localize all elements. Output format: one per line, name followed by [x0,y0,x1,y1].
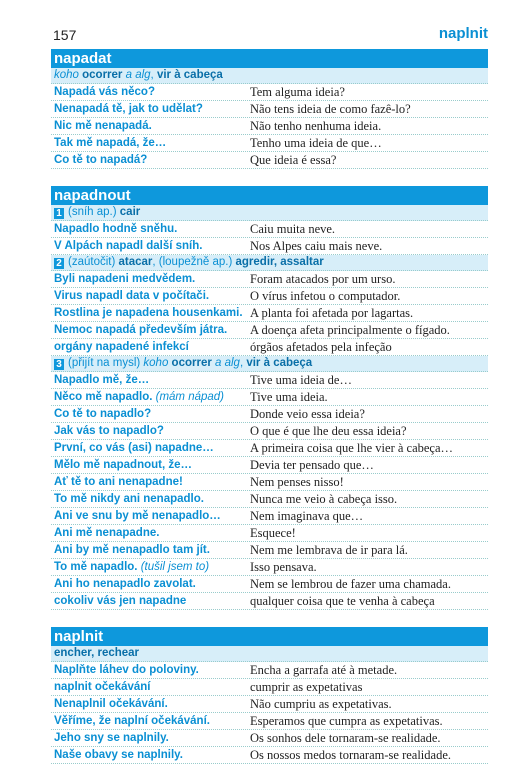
example-czech-text: Byli napadeni medvědem. [54,273,196,285]
example-czech [51,135,250,151]
example-row [51,508,488,525]
sense-text: atacar [118,256,153,268]
example-czech [51,679,250,695]
example-czech [51,322,250,338]
example-row [51,593,488,610]
example-portuguese: A doença afeta principalmente o fígado. [250,323,450,337]
example-portuguese: Nem imaginava que… [250,509,364,523]
sense-text: (přijít na mysl) [68,357,144,369]
sense-line [51,205,488,221]
example-row [51,559,488,576]
example-portuguese: Tive uma ideia de… [250,373,352,387]
example-czech [51,491,250,507]
example-row [51,730,488,747]
sense-line [51,255,488,271]
example-portuguese: Não cumpriu as expetativas. [250,697,392,711]
dictionary-page [51,24,488,764]
example-portuguese: Tem alguma ideia? [250,85,345,99]
example-czech-text: Napadá vás něco? [54,86,155,98]
example-note: (mám nápad) [152,391,225,403]
entry-headword: naplnit [51,627,488,646]
example-czech [51,457,250,473]
example-row [51,238,488,255]
example-czech [51,389,250,405]
example-row [51,491,488,508]
example-row [51,135,488,152]
example-czech-text: Naplňte láhev do poloviny. [54,664,199,676]
example-row [51,152,488,169]
sense-text: vir à cabeça [156,69,223,81]
example-row [51,406,488,423]
example-czech-text: Ani ve snu by mě nenapadlo… [54,510,221,522]
example-czech [51,406,250,422]
example-portuguese: Encha a garrafa até à metade. [250,663,398,677]
entry-spacer [51,610,488,627]
sense-line [51,68,488,84]
example-row [51,339,488,356]
example-czech-text: To mě napadlo. [54,561,138,573]
example-row [51,372,488,389]
example-czech-text: naplnit očekávání [54,681,151,693]
example-czech-text: Ani mě nenapadne. [54,527,160,539]
example-row [51,713,488,730]
example-row [51,84,488,101]
example-row [51,101,488,118]
sense-text: ocorrer [171,357,216,369]
sense-line [51,646,488,662]
example-row [51,440,488,457]
example-portuguese: Esperamos que cumpra as expetativas. [250,714,443,728]
example-portuguese: Os sonhos dele tornaram-se realidade. [250,731,441,745]
example-row [51,305,488,322]
sense-text: cair [119,206,141,218]
example-portuguese: Donde veio essa ideia? [250,407,365,421]
example-portuguese: Os nossos medos tornaram-se realidade. [250,748,451,762]
example-czech-text: Ať tě to ani nenapadne! [54,476,183,488]
sense-text: vir à cabeça [246,357,313,369]
example-czech [51,508,250,524]
example-czech [51,525,250,541]
example-czech [51,542,250,558]
example-portuguese: O que é que lhe deu essa ideia? [250,424,407,438]
example-czech [51,101,250,117]
example-row [51,662,488,679]
example-czech-text: Mělo mě napadnout, že… [54,459,193,471]
example-portuguese: Foram atacados por um urso. [250,272,396,286]
example-row [51,288,488,305]
example-czech [51,747,250,763]
example-czech-text: Ani by mě nenapadlo tam jít. [54,544,210,556]
example-czech [51,713,250,729]
example-czech [51,238,250,254]
example-row [51,221,488,238]
example-row [51,457,488,474]
example-portuguese: cumprir as expetativas [250,680,363,694]
example-czech-text: Napadlo mě, že… [54,374,150,386]
example-czech [51,474,250,490]
example-czech-text: Nemoc napadá především játra. [54,324,228,336]
example-portuguese: órgãos afetados pela infeção [250,340,392,354]
sense-text: koho [143,357,172,369]
example-czech-text: Napadlo hodně sněhu. [54,223,178,235]
example-row [51,474,488,491]
example-czech [51,696,250,712]
example-portuguese: Tive uma ideia. [250,390,328,404]
example-czech-text: To mě nikdy ani nenapadlo. [54,493,204,505]
example-czech-text: Tak mě napadá, že… [54,137,167,149]
sense-text: , [150,69,157,81]
example-row [51,576,488,593]
example-row [51,118,488,135]
example-portuguese: Não tenho nenhuma ideia. [250,119,382,133]
sense-text: koho [54,69,83,81]
example-row [51,271,488,288]
entry-spacer [51,169,488,186]
dictionary-entry [51,627,488,764]
example-portuguese: Nem se lembrou de fazer uma chamada. [250,577,451,591]
entry-headword: napadat [51,49,488,68]
dictionary-entry [51,186,488,610]
example-portuguese: Devia ter pensado que… [250,458,374,472]
example-czech-text: cokoliv vás jen napadne [54,595,187,607]
example-row [51,679,488,696]
running-head: naplnit [438,25,488,42]
example-czech [51,372,250,388]
sense-text: encher, rechear [54,647,140,659]
example-row [51,696,488,713]
sense-text: agredir, assaltar [235,256,324,268]
example-czech-text: Jeho sny se naplnily. [54,732,169,744]
example-czech [51,662,250,678]
example-note: (tušil jsem to) [137,561,210,573]
example-czech-text: orgány napadené infekcí [54,341,189,353]
sense-number: 1 [54,208,64,219]
example-czech-text: Rostlina je napadena housenkami. [54,307,243,319]
sense-text: a alg [125,69,151,81]
example-portuguese: qualquer coisa que te venha à cabeça [250,594,435,608]
example-czech-text: Ani ho nenapadlo zavolat. [54,578,196,590]
sense-text: ocorrer [82,69,126,81]
example-portuguese: Isso pensava. [250,560,317,574]
example-czech [51,305,250,321]
example-czech-text: Virus napadl data v počítači. [54,290,210,302]
example-portuguese: Tenho uma ideia de que… [250,136,382,150]
example-portuguese: Que ideia é essa? [250,153,337,167]
example-portuguese: Nunca me veio à cabeça isso. [250,492,398,506]
example-czech [51,440,250,456]
example-czech-text: Nic mě nenapadá. [54,120,152,132]
sense-text: (sníh ap.) [68,206,120,218]
example-czech [51,118,250,134]
example-row [51,322,488,339]
example-row [51,542,488,559]
example-czech-text: Nenapadá tě, jak to udělat? [54,103,203,115]
entry-headword: napadnout [51,186,488,205]
page-header [51,24,488,46]
example-czech [51,221,250,237]
example-row [51,389,488,406]
example-portuguese: Nem me lembrava de ir para lá. [250,543,408,557]
sense-text: (zaútočit) [68,256,119,268]
example-czech-text: Věříme, že naplní očekávání. [54,715,210,727]
example-czech-text: Něco mě napadlo. [54,391,153,403]
example-portuguese: Esquece! [250,526,296,540]
sense-line [51,356,488,372]
example-czech [51,730,250,746]
sense-number: 2 [54,258,64,269]
entries-list [51,46,488,764]
example-portuguese: A planta foi afetada por lagartas. [250,306,414,320]
example-czech [51,576,250,592]
example-czech [51,559,250,575]
example-czech [51,288,250,304]
example-czech [51,593,250,609]
example-czech-text: První, co vás (asi) napadne… [54,442,214,454]
sense-text: , (loupežně ap.) [152,256,236,268]
example-czech [51,339,250,355]
example-czech [51,152,250,168]
example-czech-text: Nenaplnil očekávání. [54,698,168,710]
example-czech-text: Co tě to napadlo? [54,408,152,420]
sense-number: 3 [54,359,64,370]
sense-text: , [239,357,247,369]
example-row [51,423,488,440]
page-number: 157 [53,27,77,43]
example-czech [51,271,250,287]
example-czech-text: Co tě to napadá? [54,154,148,166]
example-portuguese: Não tens ideia de como fazê-lo? [250,102,411,116]
example-row [51,525,488,542]
example-czech-text: V Alpách napadl další sníh. [54,240,203,252]
example-czech [51,84,250,100]
example-czech-text: Naše obavy se naplnily. [54,749,183,761]
example-portuguese: Caiu muita neve. [250,222,336,236]
sense-text: a alg [215,357,240,369]
example-portuguese: Nos Alpes caiu mais neve. [250,239,383,253]
example-portuguese: A primeira coisa que lhe vier à cabeça… [250,441,454,455]
example-portuguese: O vírus infetou o computador. [250,289,401,303]
example-czech [51,423,250,439]
example-czech-text: Jak vás to napadlo? [54,425,164,437]
dictionary-entry [51,49,488,169]
example-portuguese: Nem penses nisso! [250,475,344,489]
